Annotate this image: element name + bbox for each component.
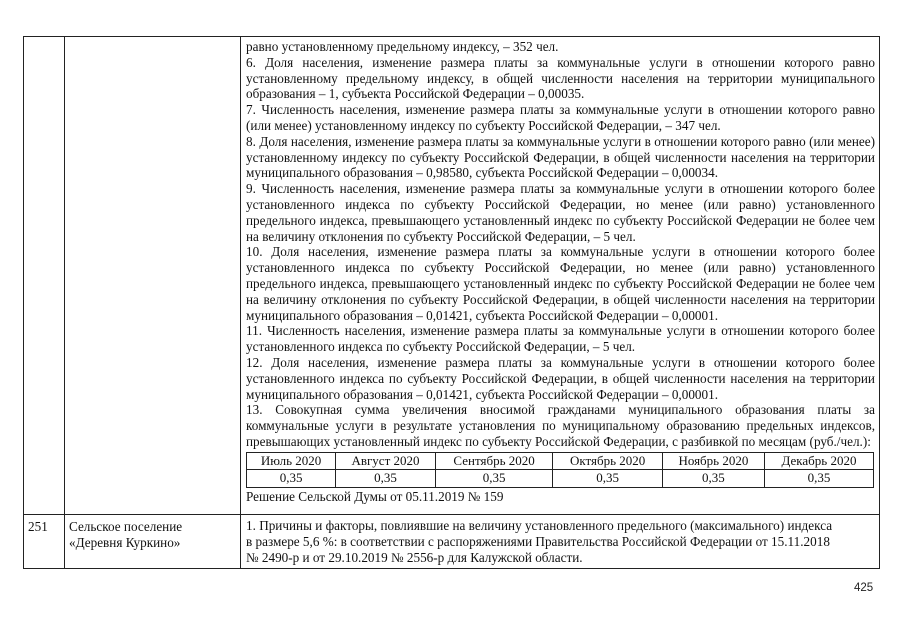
month-header: Декабрь 2020 bbox=[764, 452, 873, 470]
text-line: 1. Причины и факторы, повлиявшие на величину установленного предельного (максимального) индекса bbox=[246, 518, 833, 533]
month-header: Сентябрь 2020 bbox=[435, 452, 553, 470]
settlement-name-line: Сельское поселение bbox=[69, 519, 183, 534]
months-header-row bbox=[247, 452, 874, 470]
month-value: 0,35 bbox=[336, 470, 436, 488]
report-table bbox=[23, 36, 880, 569]
paragraph-10: 10. Доля населения, изменение размера платы за коммунальные услуги в отношении которого более установленного индекса по субъекту Российской Федерации, но менее (или равно) установленного предельного индекса, превышающего установленный индекс по субъекту Российской Федерации не более чем на величину отклонения по субъекту Российской Федерации, в общей численности населения на территории муниципального образования – 0,01421, субъекта Российской Федерации – 0,00001. bbox=[246, 244, 875, 323]
paragraph-8: 8. Доля населения, изменение размера платы за коммунальные услуги в отношении которого равно (или менее) установленному индексу по субъекту Российской Федерации, в общей численности населения на территории муниципального образования – 0,98580, субъекта Российской Федерации – 0,00034. bbox=[246, 133, 875, 181]
month-header: Август 2020 bbox=[336, 452, 436, 470]
paragraph-6: 6. Доля населения, изменение размера платы за коммунальные услуги в отношении которого равно установленному предельному индексу, в общей численности населения на территории муниципального образования – 1, субъекта Российской Федерации – 0,00035. bbox=[246, 54, 875, 102]
text-line: № 2490-р и от 29.10.2019 № 2556-р для Калужской области. bbox=[246, 549, 583, 565]
column-divider bbox=[64, 37, 65, 568]
row-250-content bbox=[244, 37, 877, 515]
paragraph-11: 11. Численность населения, изменение размера платы за коммунальные услуги в отношении которого более установленного индекса по субъекту Российской Федерации, – 5 чел. bbox=[246, 323, 875, 355]
paragraph-13: 13. Совокупная сумма увеличения вносимой гражданами муниципального образования платы за коммунальные услуги в результате установления по муниципальному образованию предельных индексов, превышающих установленный индекс по субъекту Российской Федерации, с разбивкой по месяцам (руб./чел.): bbox=[246, 402, 875, 449]
month-header: Октябрь 2020 bbox=[553, 452, 662, 470]
paragraph-12: 12. Доля населения, изменение размера платы за коммунальные услуги в отношении которого более установленного индекса по субъекту Российской Федерации, в общей численности населения на территории муниципального образования – 0,01421, субъекта Российской Федерации – 0,00001. bbox=[246, 354, 875, 402]
paragraph-7: 7. Численность населения, изменение размера платы за коммунальные услуги в отношении которого равно (или менее) установленному индексу по субъекту Российской Федерации, – 347 чел. bbox=[246, 102, 875, 133]
month-header: Июль 2020 bbox=[247, 452, 336, 470]
paragraph-continuation: равно установленному предельному индексу, – 352 чел. bbox=[246, 39, 559, 54]
column-divider bbox=[240, 37, 241, 568]
decision-reference: Решение Сельской Думы от 05.11.2019 № 159 bbox=[246, 488, 504, 504]
month-value: 0,35 bbox=[553, 470, 662, 488]
paragraph-9: 9. Численность населения, изменение размера платы за коммунальные услуги в отношении которого более установленного индекса по субъекту Российской Федерации, но менее (или равно) установленного предельного индекса, превышающего установленный индекс по субъекту Российской Федерации не более чем на величину отклонения по субъекту Российской Федерации, – 5 чел. bbox=[246, 181, 875, 244]
month-header: Ноябрь 2020 bbox=[662, 452, 764, 470]
month-value: 0,35 bbox=[662, 470, 764, 488]
text-line: в размере 5,6 %: в соответствии с распоряжениями Правительства Российской Федерации от 15.11.2018 bbox=[246, 533, 830, 549]
page-number: 425 bbox=[854, 582, 874, 594]
month-value: 0,35 bbox=[764, 470, 873, 488]
months-value-row bbox=[247, 470, 874, 488]
row-251-content bbox=[246, 518, 875, 565]
month-value: 0,35 bbox=[247, 470, 336, 488]
monthly-amounts-table bbox=[246, 452, 874, 488]
row-number: 251 bbox=[28, 519, 48, 534]
month-value: 0,35 bbox=[435, 470, 553, 488]
settlement-name bbox=[69, 519, 239, 551]
settlement-name-line: «Деревня Куркино» bbox=[69, 534, 181, 550]
